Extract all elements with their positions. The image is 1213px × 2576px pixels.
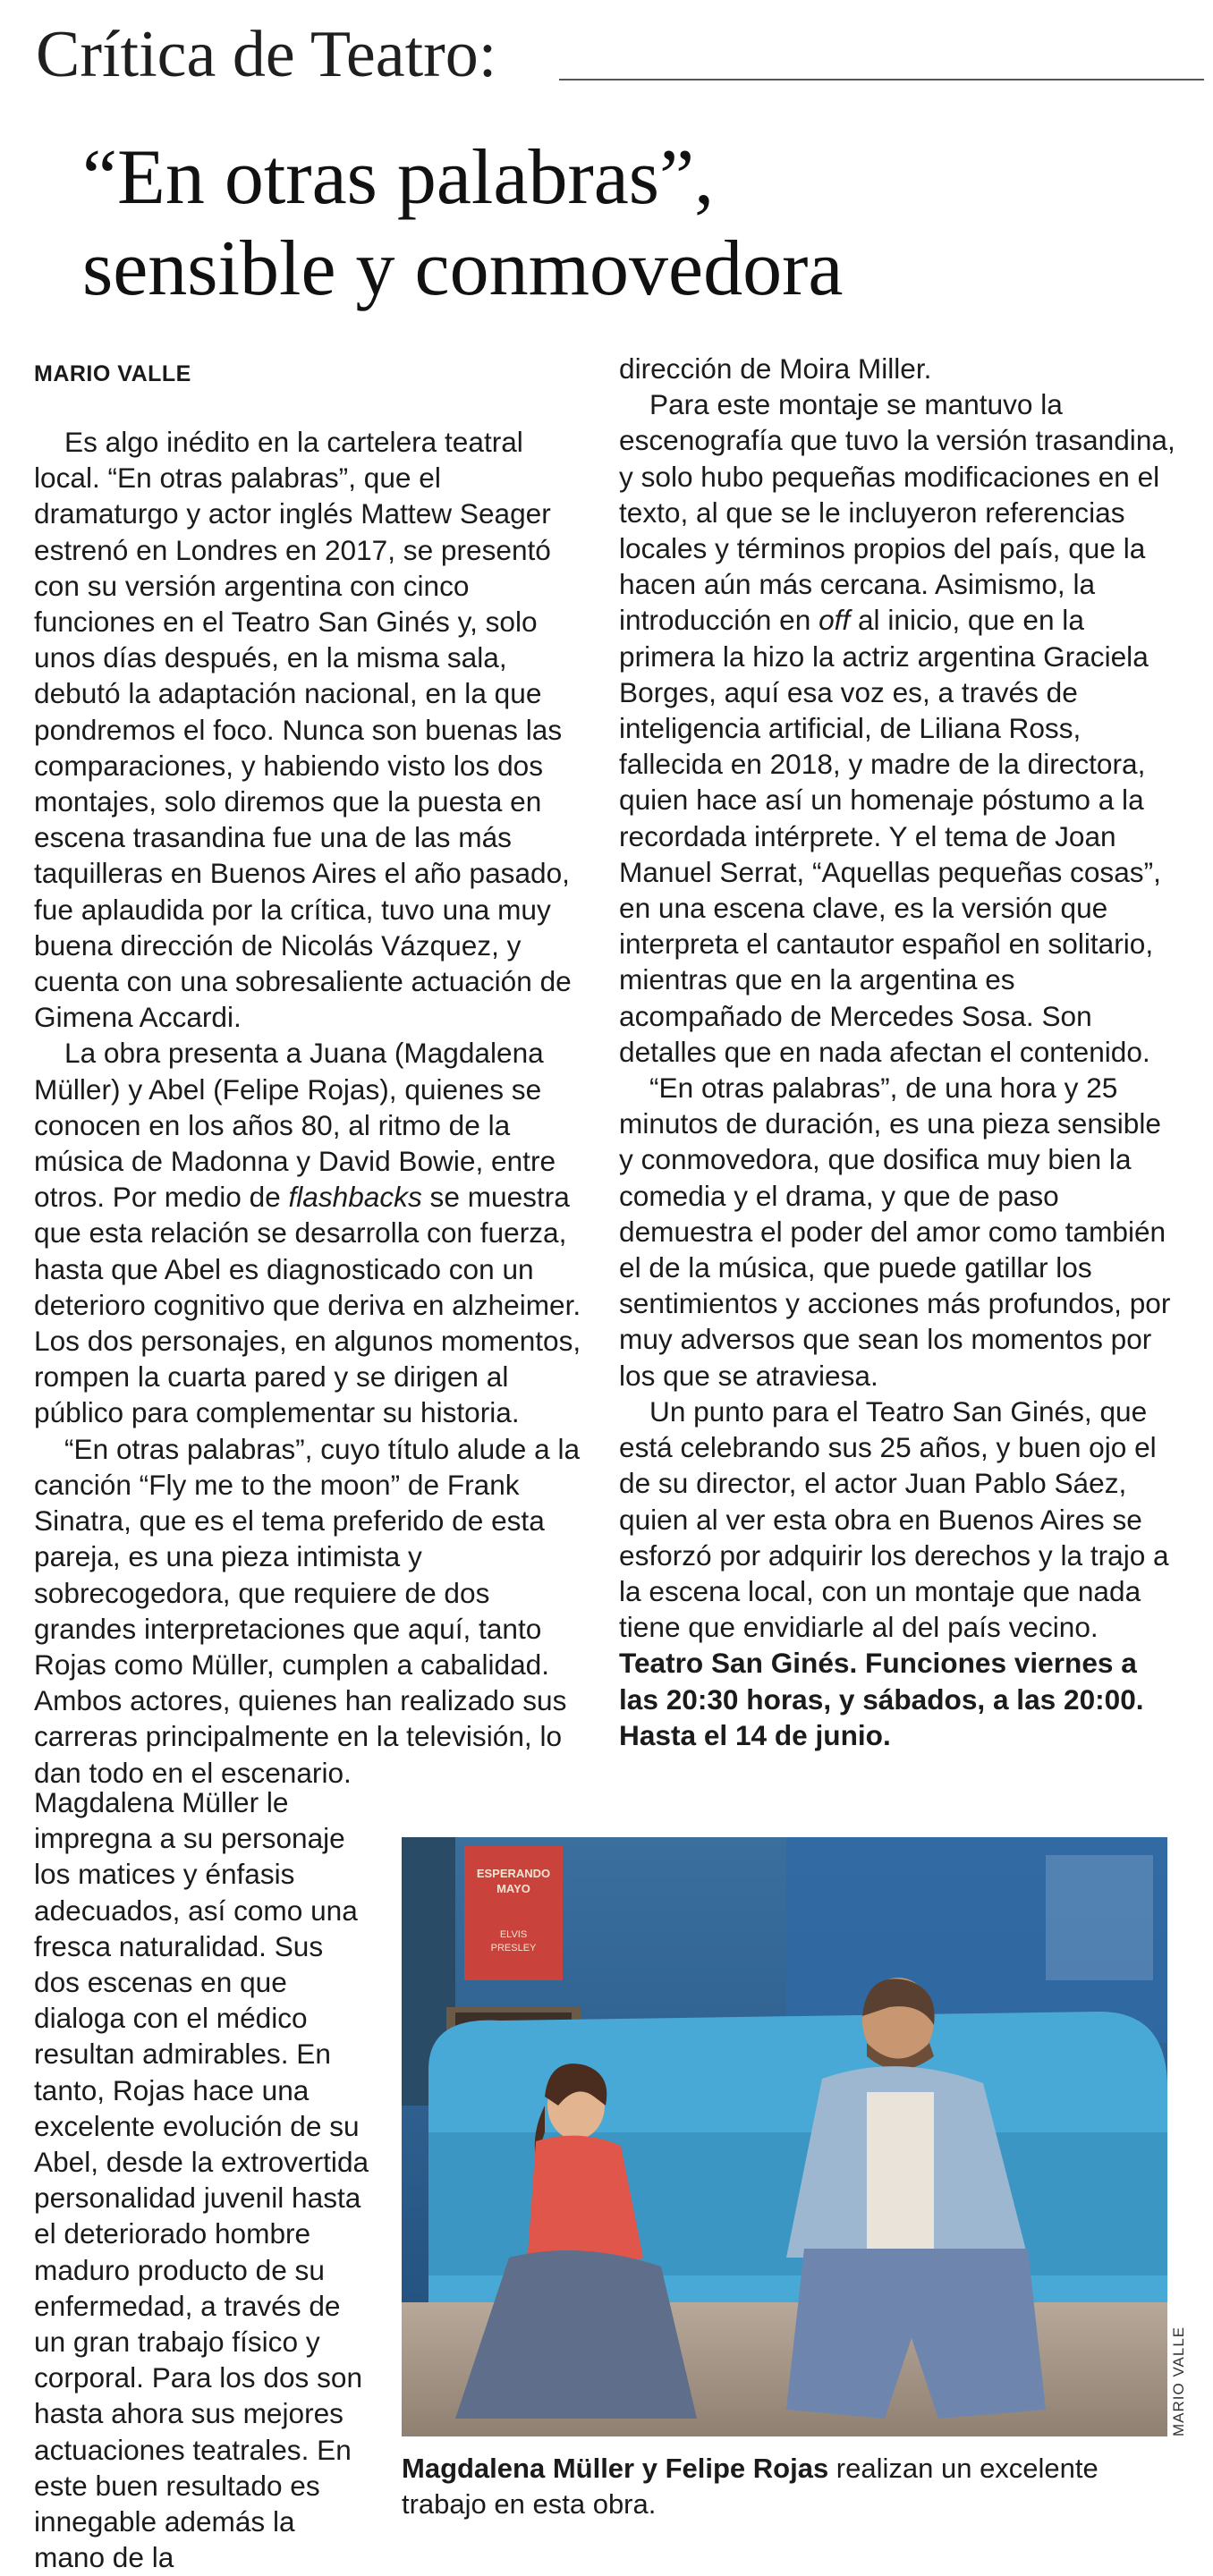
- paragraph: dirección de Moira Miller.: [619, 352, 932, 385]
- stage-photo: [402, 1837, 1167, 2436]
- right-column: [619, 351, 1181, 1753]
- paragraph: Magdalena Müller le impregna a su personaje los matices y énfasis adecuados, así como una fresca naturalidad. Sus dos escenas en que dialoga con el médico resultan admirables. En tanto, Rojas hace una excelente evolución de su Abel, desde la extrovertida personalidad juvenil hasta el deteriorado hombre maduro producto de su enfermedad, a través de un gran trabajo físico y corporal. Para los dos son hasta ahora sus mejores actuaciones teatrales. En este buen resultado es innegable además la mano de la: [34, 1786, 369, 2574]
- closing-info: Teatro San Ginés. Funciones viernes a las 20:30 horas, y sábados, a las 20:00. Hasta el 14 de junio.: [619, 1647, 1144, 1751]
- headline-line-1: “En otras palabras”,: [82, 134, 715, 221]
- headline-line-2: sensible y conmovedora: [82, 225, 844, 312]
- poster-text: MAYO: [496, 1882, 530, 1895]
- left-column: [34, 424, 585, 1791]
- byline: MARIO VALLE: [34, 361, 191, 386]
- paragraph: “En otras palabras”, de una hora y 25 minutos de duración, es una pieza sensible y conmovedora, que dosifica muy bien la comedia y el drama, y que de paso demuestra el poder del amor como también el de la música, que puede gatillar los sentimientos y acciones más profundos, por muy adversos que sean los momentos por los que se atraviesa.: [619, 1072, 1171, 1392]
- paragraph: La obra presenta a Juana (Magdalena Müller) y Abel (Felipe Rojas), quienes se conocen en los años 80, al ritmo de la música de Madonna y David Bowie, entre otros. Por medio de flashbacks se muestra que esta relación se desarrolla con fuerza, hasta que Abel es diagnosticado con un deterioro cognitivo que deriva en alzheimer. Los dos personajes, en algunos momentos, rompen la cuarta pared y se dirigen al público para complementar su historia.: [34, 1037, 581, 1429]
- headline: [82, 132, 1156, 315]
- stage-scene-illustration: [402, 1837, 1167, 2436]
- italic-term: flashbacks: [288, 1181, 422, 1214]
- italic-term: off: [819, 604, 851, 637]
- left-column-narrow: [34, 1784, 372, 2575]
- caption-names: Magdalena Müller y Felipe Rojas: [402, 2453, 829, 2484]
- section-rule: [559, 79, 1204, 80]
- paragraph: Para este montaje se mantuvo la escenografía que tuvo la versión trasandina, y solo hubo pequeñas modificaciones en el texto, al que se le incluyeron referencias locales y términos propios del país, que la hacen aún más cercana. Asimismo, la introducción en off al inicio, que en la primera la hizo la actriz argentina Graciela Borges, aquí esa voz es, a través de inteligencia artificial, de Liliana Ross, fallecida en 2018, y madre de la directora, quien hace así un homenaje póstumo a la recordada intérprete. Y el tema de Joan Manuel Serrat, “Aquellas pequeñas cosas”, en una escena clave, es la versión que interpreta el cantautor español en solitario, mientras que en la argentina es acompañado de Mercedes Sosa. Son detalles que en nada afectan el contenido.: [619, 388, 1175, 1068]
- section-title: Crítica de Teatro:: [36, 18, 497, 91]
- caption-text: realizan un excelente trabajo en esta obra.: [402, 2453, 1098, 2520]
- photo-caption: [402, 2451, 1189, 2522]
- poster-text: PRESLEY: [490, 1943, 537, 1953]
- photo-credit: MARIO VALLE: [1170, 2326, 1187, 2436]
- paragraph: Es algo inédito en la cartelera teatral local. “En otras palabras”, que el dramaturgo y actor inglés Mattew Seager estrenó en Londres en 2017, se presentó con su versión argentina con cinco funciones en el Teatro San Ginés y, solo unos días después, en la misma sala, debutó la adaptación nacional, en la que pondremos el foco. Nunca son buenas las comparaciones, y habiendo visto los dos montajes, solo diremos que la puesta en escena trasandina fue una de las más taquilleras en Buenos Aires el año pasado, fue aplaudida por la crítica, tuvo una muy buena dirección de Nicolás Vázquez, y cuenta con una sobresaliente actuación de Gimena Accardi.: [34, 426, 572, 1034]
- paragraph: Un punto para el Teatro San Ginés, que está celebrando sus 25 años, y buen ojo el de su director, el actor Juan Pablo Sáez, quien al ver esta obra en Buenos Aires se esforzó por adquirir los derechos y la trajo a la escena local, con un montaje que nada tiene que envidiarle al del país vecino.: [619, 1394, 1169, 1644]
- paragraph: “En otras palabras”, cuyo título alude a la canción “Fly me to the moon” de Frank Sinatra, que es el tema preferido de esta pareja, es una pieza intimista y sobrecogedora, que requiere de dos grandes interpretaciones que aquí, tanto Rojas como Müller, cumplen a cabalidad. Ambos actores, quienes han realizado sus carreras principalmente en la televisión, lo dan todo en el escenario.: [34, 1432, 581, 1789]
- poster-text: ELVIS: [499, 1929, 528, 1940]
- poster-text: ESPERANDO: [476, 1867, 551, 1880]
